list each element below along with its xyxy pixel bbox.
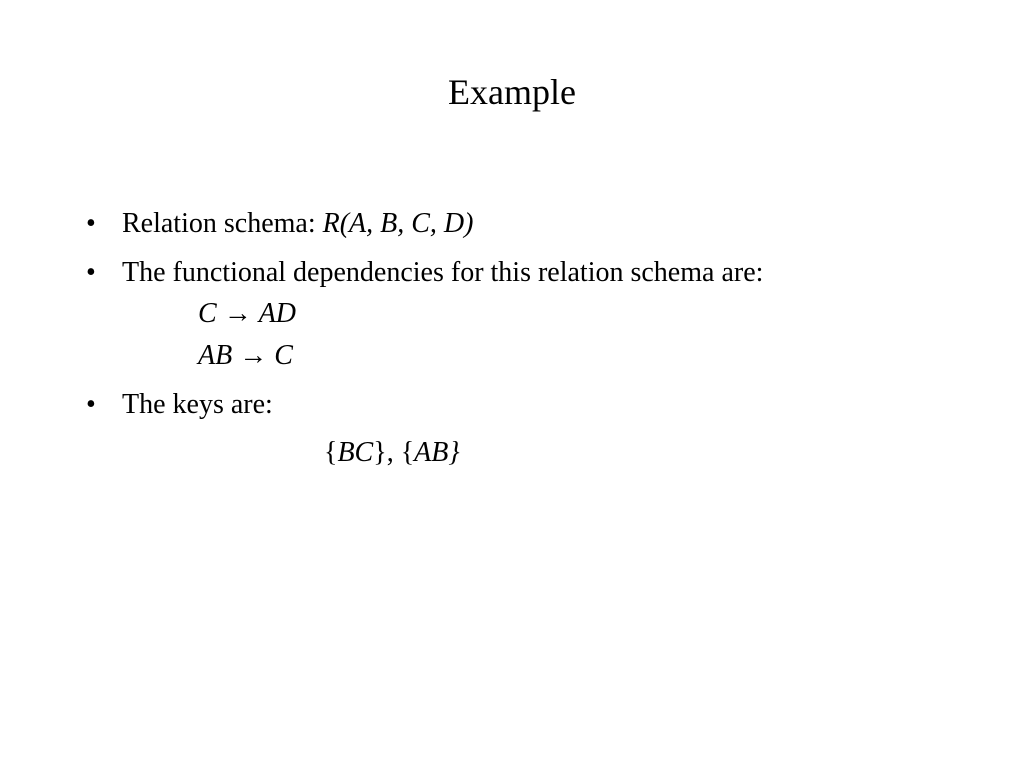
bullet-marker: •	[86, 257, 96, 288]
dependency-1-lhs: C	[198, 298, 217, 329]
keys-list	[324, 436, 460, 470]
dependency-2	[198, 339, 293, 373]
key-2-open-brace: {	[400, 437, 415, 468]
bullet-marker: •	[86, 208, 96, 239]
dependency-1-arrow: →	[223, 298, 252, 329]
relation-schema-label: Relation schema:	[122, 208, 323, 239]
key-1: BC	[337, 437, 374, 468]
dependency-2-rhs: C	[274, 340, 293, 371]
bullet-relation-schema	[122, 207, 473, 241]
key-2: AB}	[414, 437, 460, 468]
bullet-keys: The keys are:	[122, 389, 273, 420]
slide-title: Example	[448, 72, 576, 112]
dependency-1	[198, 297, 296, 331]
dependency-1-rhs: AD	[258, 298, 297, 329]
dependency-2-arrow: →	[239, 340, 268, 371]
bullet-functional-dependencies: The functional dependencies for this relation schema are:	[122, 257, 764, 288]
relation-schema-math: R(A, B, C, D)	[322, 208, 474, 239]
bullet-marker: •	[86, 389, 96, 420]
key-1-open-brace: {	[324, 437, 338, 468]
dependency-2-lhs: AB	[198, 340, 233, 371]
keys-separator: ,	[386, 437, 401, 468]
key-1-close-brace: }	[373, 437, 387, 468]
